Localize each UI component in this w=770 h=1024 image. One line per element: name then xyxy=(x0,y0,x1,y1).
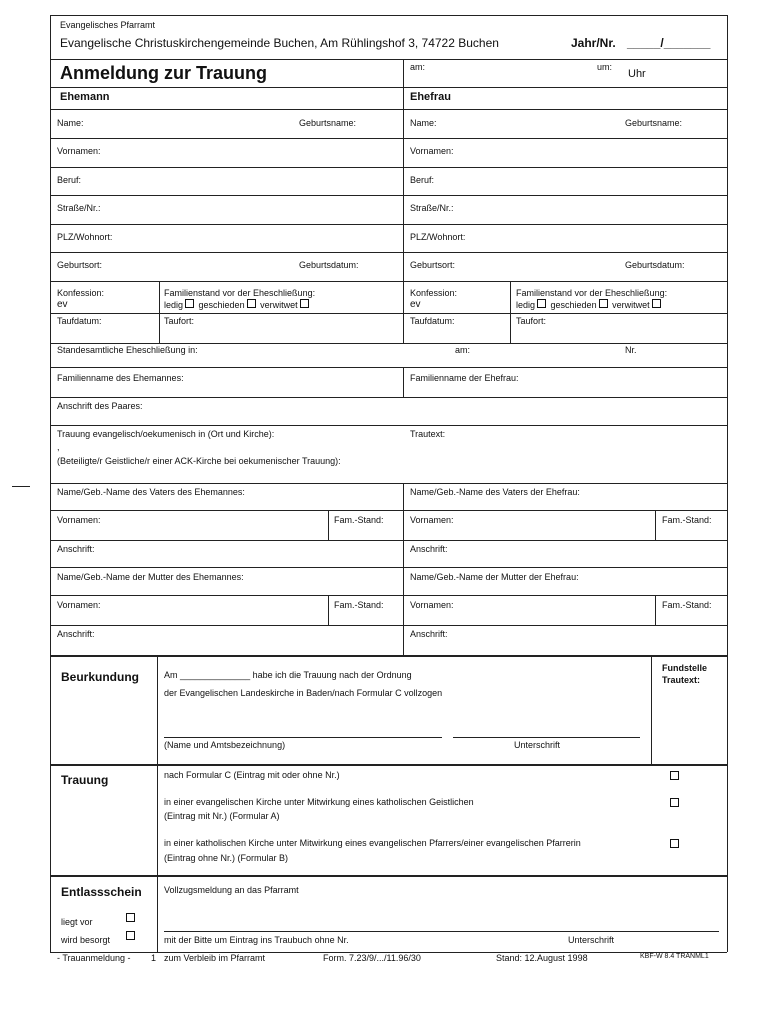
ehemann-familienstand-label: Familienstand vor der Eheschließung: xyxy=(164,288,316,298)
ehefrau-plz-field[interactable]: PLZ/Wohnort: xyxy=(410,232,466,242)
rule xyxy=(50,567,727,568)
trauung-opt3b: (Eintrag ohne Nr.) (Formular B) xyxy=(164,853,289,863)
rule xyxy=(50,425,727,426)
ehemann-konfession-field[interactable]: Konfession: xyxy=(57,288,105,298)
rule xyxy=(50,87,727,88)
vater-ehemann-anschrift-field[interactable]: Anschrift: xyxy=(57,544,95,554)
geschieden-label: geschieden xyxy=(550,300,597,310)
unterschrift-label: Unterschrift xyxy=(514,740,561,750)
rule xyxy=(50,343,727,344)
ehefrau-vornamen-field[interactable]: Vornamen: xyxy=(410,146,454,156)
ehefrau-geburtsdatum-field[interactable]: Geburtsdatum: xyxy=(625,260,685,270)
rule xyxy=(50,195,727,196)
col-divider xyxy=(655,595,656,625)
jahr-nr-value[interactable]: _____/_______ xyxy=(627,36,711,50)
ehefrau-konfession-value: ev xyxy=(410,299,421,310)
mutter-ehemann-field[interactable]: Name/Geb.-Name der Mutter des Ehemannes: xyxy=(57,572,244,582)
rule xyxy=(50,59,727,60)
col-divider xyxy=(403,367,404,397)
beurkundung-heading: Beurkundung xyxy=(61,670,139,684)
col-divider xyxy=(159,281,160,343)
vater-ehefrau-anschrift-field[interactable]: Anschrift: xyxy=(410,544,448,554)
rule xyxy=(50,138,727,139)
ehemann-heading: Ehemann xyxy=(60,91,110,103)
vater-ehemann-field[interactable]: Name/Geb.-Name des Vaters des Ehemannes: xyxy=(57,487,245,497)
jahr-nr-label: Jahr/Nr. xyxy=(571,36,616,50)
footer-left: - Trauanmeldung - xyxy=(57,953,131,963)
trauung-opt3-checkbox[interactable] xyxy=(670,839,679,848)
col-divider xyxy=(651,655,652,764)
wird-besorgt-label: wird besorgt xyxy=(61,935,111,945)
geschieden-checkbox[interactable] xyxy=(599,299,608,308)
rule xyxy=(50,510,727,511)
col-divider xyxy=(655,510,656,540)
trauung-opt1-checkbox[interactable] xyxy=(670,771,679,780)
trauung-opt2-checkbox[interactable] xyxy=(670,798,679,807)
ehemann-plz-field[interactable]: PLZ/Wohnort: xyxy=(57,232,113,242)
col-divider xyxy=(328,510,329,540)
trauung-ort-field[interactable]: Trauung evangelisch/oekumenisch in (Ort und Kirche): xyxy=(57,429,275,439)
ehefrau-strasse-field[interactable]: Straße/Nr.: xyxy=(410,203,454,213)
ledig-label: ledig xyxy=(516,300,536,310)
ehemann-konfession-value: ev xyxy=(57,299,68,310)
footer-page: 1 xyxy=(151,953,157,963)
familienname-ehemann-field[interactable]: Familienname des Ehemannes: xyxy=(57,373,184,383)
verwitwet-label: verwitwet xyxy=(612,300,650,310)
col-divider xyxy=(510,281,511,343)
ehefrau-familienstand-options xyxy=(516,299,663,311)
vater-ehefrau-vornamen-field[interactable]: Vornamen: xyxy=(410,515,454,525)
ehefrau-taufdatum-field[interactable]: Taufdatum: xyxy=(410,316,455,326)
beurkundung-line1: Am ______________ habe ich die Trauung nach der Ordnung xyxy=(164,670,412,680)
trauung-heading: Trauung xyxy=(61,773,109,787)
vater-ehefrau-field[interactable]: Name/Geb.-Name des Vaters der Ehefrau: xyxy=(410,487,580,497)
um-label: um: xyxy=(597,62,613,72)
ehemann-geburtsname-field[interactable]: Geburtsname: xyxy=(299,118,357,128)
mutter-ehemann-famstand-field[interactable]: Fam.-Stand: xyxy=(334,600,384,610)
mutter-ehefrau-vornamen-field[interactable]: Vornamen: xyxy=(410,600,454,610)
liegt-vor-label: liegt vor xyxy=(61,917,93,927)
rule-thick xyxy=(50,655,727,657)
rule xyxy=(50,625,727,626)
ehefrau-geburtsname-field[interactable]: Geburtsname: xyxy=(625,118,683,128)
col-divider xyxy=(157,655,158,952)
entlass-signature-line[interactable] xyxy=(164,931,719,932)
beteiligte-field[interactable]: (Beteiligte/r Geistliche/r einer ACK-Kirche bei oekumenischer Trauung): xyxy=(57,456,341,466)
ehefrau-taufort-field[interactable]: Taufort: xyxy=(516,316,547,326)
col-divider xyxy=(403,483,404,655)
trauung-opt1: nach Formular C (Eintrag mit oder ohne Nr.) xyxy=(164,770,340,780)
ehemann-geburtsdatum-field[interactable]: Geburtsdatum: xyxy=(299,260,359,270)
geschieden-checkbox[interactable] xyxy=(247,299,256,308)
liegt-vor-checkbox[interactable] xyxy=(126,913,135,922)
page-title: Anmeldung zur Trauung xyxy=(60,63,267,83)
fold-mark xyxy=(12,486,30,487)
vater-ehemann-vornamen-field[interactable]: Vornamen: xyxy=(57,515,101,525)
signature-line[interactable] xyxy=(453,737,640,738)
rule-thick xyxy=(50,875,727,877)
mutter-ehemann-vornamen-field[interactable]: Vornamen: xyxy=(57,600,101,610)
rule xyxy=(50,397,727,398)
am-label: am: xyxy=(410,62,426,72)
rule xyxy=(50,167,727,168)
ehemann-vornamen-field[interactable]: Vornamen: xyxy=(57,146,101,156)
rule xyxy=(50,313,727,314)
rule xyxy=(50,483,727,484)
verwitwet-label: verwitwet xyxy=(260,300,298,310)
ledig-label: ledig xyxy=(164,300,184,310)
mutter-ehefrau-famstand-field[interactable]: Fam.-Stand: xyxy=(662,600,712,610)
mutter-ehefrau-anschrift-field[interactable]: Anschrift: xyxy=(410,629,448,639)
wird-besorgt-checkbox[interactable] xyxy=(126,931,135,940)
ehefrau-konfession-field[interactable]: Konfession: xyxy=(410,288,458,298)
ehemann-geburtsort-field[interactable]: Geburtsort: xyxy=(57,260,103,270)
rule xyxy=(50,595,727,596)
beurkundung-line2: der Evangelischen Landeskirche in Baden/nach Formular C vollzogen xyxy=(164,688,443,698)
footer-code: KBF-W 8.4 TRANML1 xyxy=(640,953,709,960)
ehefrau-beruf-field[interactable]: Beruf: xyxy=(410,175,435,185)
ehemann-name-field[interactable]: Name: xyxy=(57,118,84,128)
uhr-label: Uhr xyxy=(628,68,646,80)
vater-ehemann-famstand-field[interactable]: Fam.-Stand: xyxy=(334,515,384,525)
col-divider xyxy=(403,59,404,343)
trautext-field[interactable]: Trautext: xyxy=(410,429,446,439)
entlassschein-heading: Entlassschein xyxy=(61,885,142,899)
ledig-checkbox[interactable] xyxy=(537,299,546,308)
org-line: Evangelische Christuskirchengemeinde Buchen, Am Rühlingshof 3, 74722 Buchen xyxy=(60,36,499,50)
name-amt-label: (Name und Amtsbezeichnung) xyxy=(164,740,286,750)
ledig-checkbox[interactable] xyxy=(185,299,194,308)
mutter-ehemann-anschrift-field[interactable]: Anschrift: xyxy=(57,629,95,639)
ehemann-beruf-field[interactable]: Beruf: xyxy=(57,175,82,185)
rule xyxy=(50,109,727,110)
rule xyxy=(50,224,727,225)
ehefrau-familienstand-label: Familienstand vor der Eheschließung: xyxy=(516,288,668,298)
ehefrau-name-field[interactable]: Name: xyxy=(410,118,437,128)
standesamt-nr-field[interactable]: Nr. xyxy=(625,345,637,355)
footer-form: Form. 7.23/9/.../11.96/30 xyxy=(323,953,421,963)
ehemann-taufdatum-field[interactable]: Taufdatum: xyxy=(57,316,102,326)
name-signature-line[interactable] xyxy=(164,737,442,738)
footer-verbleib: zum Verbleib im Pfarramt xyxy=(164,953,266,963)
vater-ehefrau-famstand-field[interactable]: Fam.-Stand: xyxy=(662,515,712,525)
ehemann-taufort-field[interactable]: Taufort: xyxy=(164,316,195,326)
rule-thick xyxy=(50,764,727,766)
entlass-unterschrift-label: Unterschrift xyxy=(568,935,615,945)
fundstelle-trautext-label: Trautext: xyxy=(662,675,701,685)
trauung-opt2b: (Eintrag mit Nr.) (Formular A) xyxy=(164,811,280,821)
ehemann-familienstand-options xyxy=(164,299,311,311)
mutter-ehefrau-field[interactable]: Name/Geb.-Name der Mutter der Ehefrau: xyxy=(410,572,579,582)
org-small: Evangelisches Pfarramt xyxy=(60,20,156,30)
frame-right xyxy=(727,15,728,952)
anschrift-paar-field[interactable]: Anschrift des Paares: xyxy=(57,401,143,411)
rule xyxy=(50,252,727,253)
ehefrau-heading: Ehefrau xyxy=(410,91,451,103)
verwitwet-checkbox[interactable] xyxy=(300,299,309,308)
trauung-opt3a: in einer katholischen Kirche unter Mitwirkung eines evangelischen Pfarrers/einer evangelischen Pfarrerin xyxy=(164,838,581,848)
fundstelle-label: Fundstelle xyxy=(662,663,708,673)
col-divider xyxy=(328,595,329,625)
geschieden-label: geschieden xyxy=(198,300,245,310)
rule xyxy=(50,281,727,282)
vollzug-label: Vollzugsmeldung an das Pfarramt xyxy=(164,885,299,895)
ehefrau-geburtsort-field[interactable]: Geburtsort: xyxy=(410,260,456,270)
rule xyxy=(50,367,727,368)
standesamt-field[interactable]: Standesamtliche Eheschließung in: xyxy=(57,345,198,355)
standesamt-am-field[interactable]: am: xyxy=(455,345,471,355)
familienname-ehefrau-field[interactable]: Familienname der Ehefrau: xyxy=(410,373,519,383)
frame-top xyxy=(50,15,727,16)
trauung-opt2a: in einer evangelischen Kirche unter Mitwirkung eines katholischen Geistlichen xyxy=(164,797,474,807)
comma: , xyxy=(57,442,60,452)
ehemann-strasse-field[interactable]: Straße/Nr.: xyxy=(57,203,101,213)
footer-stand: Stand: 12.August 1998 xyxy=(496,953,588,963)
verwitwet-checkbox[interactable] xyxy=(652,299,661,308)
rule xyxy=(50,540,727,541)
bitte-label: mit der Bitte um Eintrag ins Traubuch ohne Nr. xyxy=(164,935,349,945)
